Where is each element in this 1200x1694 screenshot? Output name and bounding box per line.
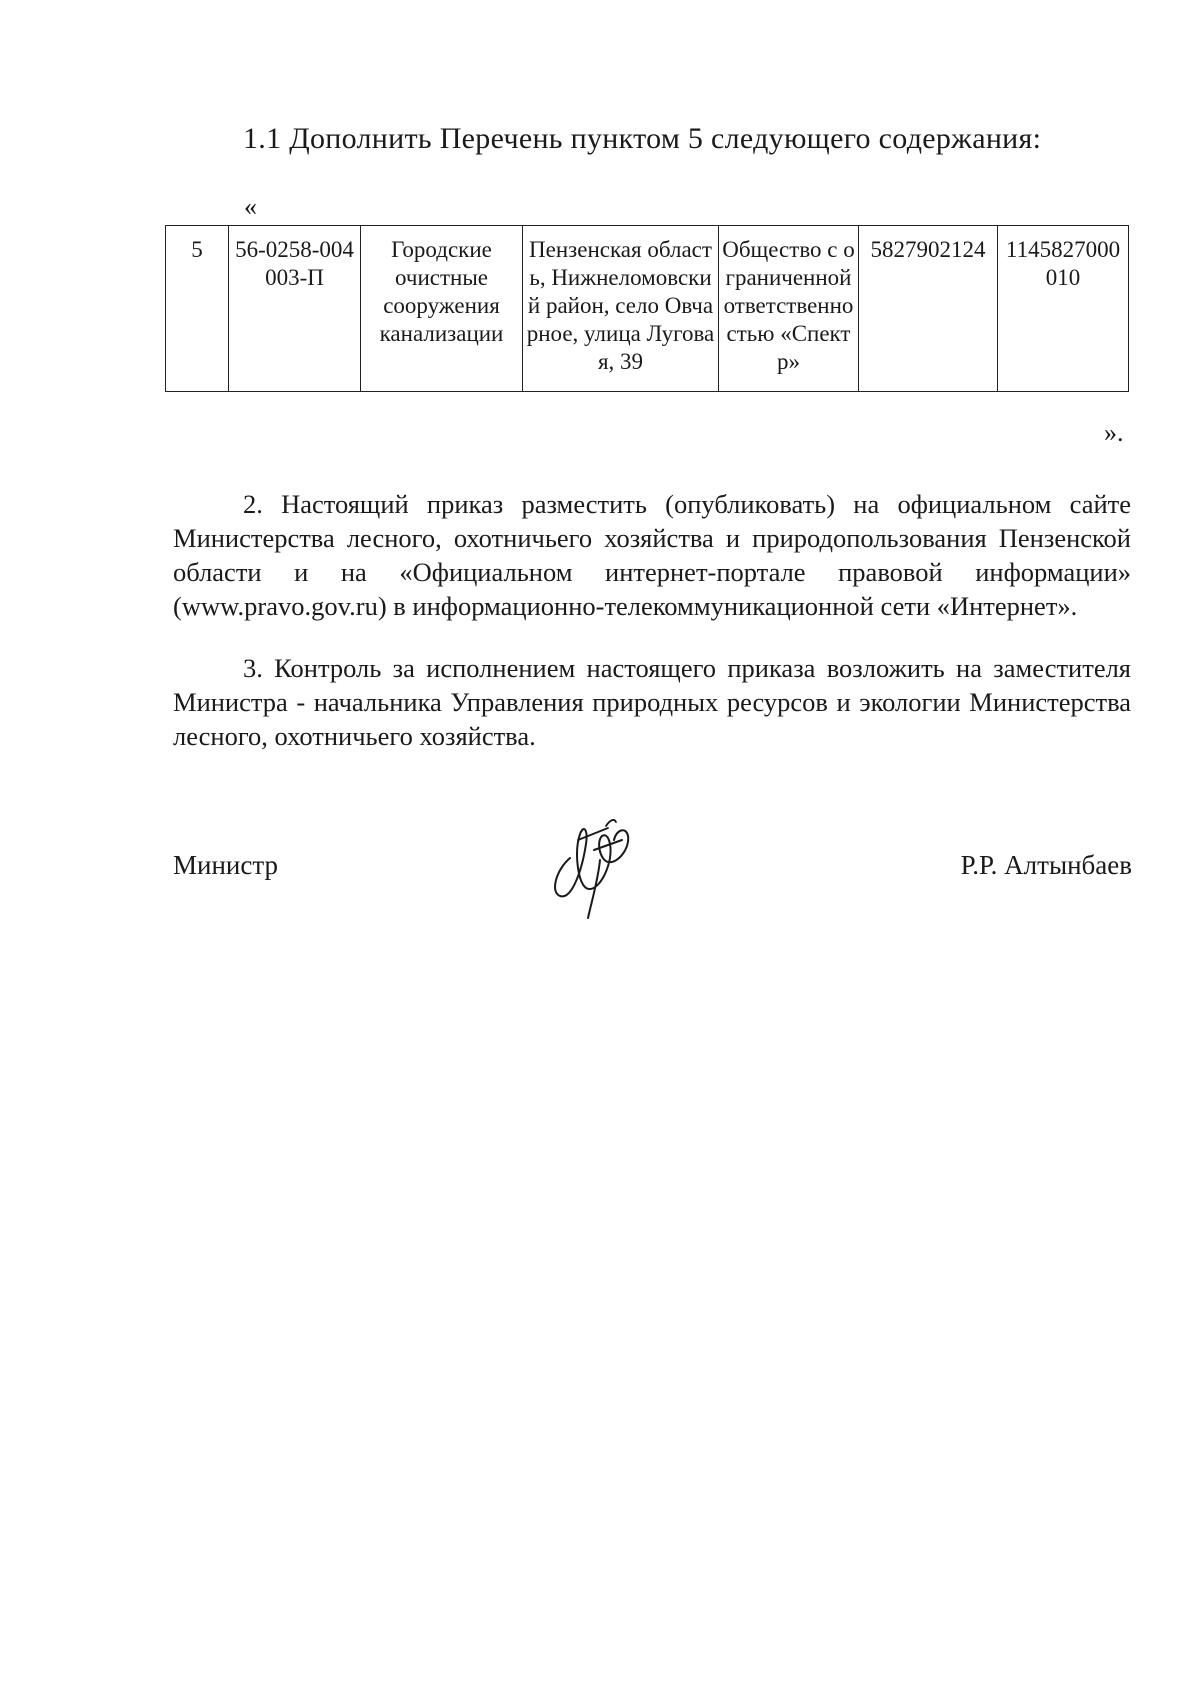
- section-heading: 1.1 Дополнить Перечень пунктом 5 следующего содержания:: [243, 122, 1042, 155]
- paragraph-control: [173, 651, 1131, 753]
- object-name-cell: Городские очистные сооружения канализации: [361, 226, 523, 392]
- paragraph-control-text: 3. Контроль за исполнением настоящего приказа возложить на заместителя Министра - начальника Управления природных ресурсов и экологии Министерства лесного, охотничьего хозяйства.: [173, 653, 1131, 751]
- row-number-cell: 5: [166, 226, 229, 392]
- closing-quote: ».: [1104, 418, 1124, 447]
- opening-quote: «: [244, 192, 257, 221]
- table-row: [166, 226, 1129, 392]
- signatory-name: Р.Р. Алтынбаев: [960, 850, 1132, 880]
- address-cell: Пензенская область, Нижнеломовский район, село Овчарное, улица Луговая, 39: [523, 226, 719, 392]
- ogrn-cell: 1145827000010: [998, 226, 1129, 392]
- signatory-title: Министр: [173, 850, 278, 880]
- paragraph-publication: [173, 487, 1131, 623]
- object-code-cell: 56-0258-004003-П: [229, 226, 361, 392]
- registry-table: [165, 225, 1129, 392]
- paragraph-publication-text: 2. Настоящий приказ разместить (опубликовать) на официальном сайте Министерства лесного, охотничьего хозяйства и природопользования Пензенской области и на «Официальном интернет-портале правовой информации» (www.pravo.gov.ru) в информационно-телекоммуникационной сети «Интернет».: [173, 489, 1131, 621]
- handwritten-signature: [548, 800, 638, 920]
- inn-cell: 5827902124: [859, 226, 998, 392]
- operator-cell: Общество с ограниченной ответственностью «Спектр»: [719, 226, 859, 392]
